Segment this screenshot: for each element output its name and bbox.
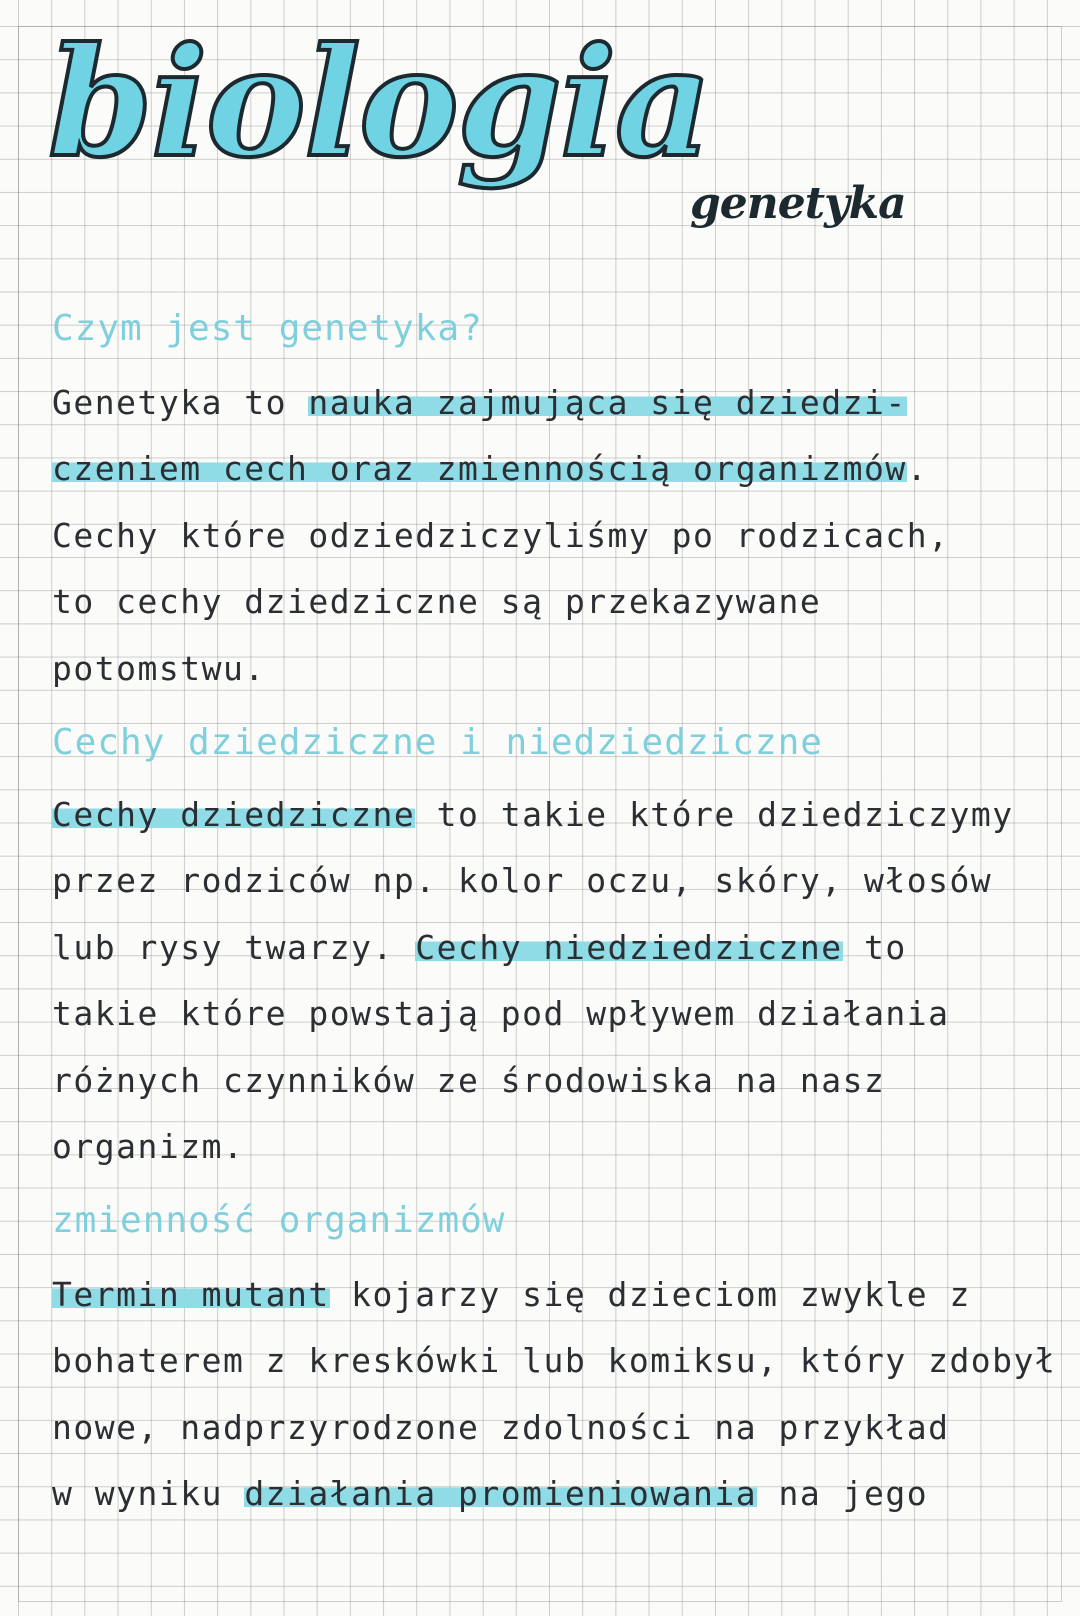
text-span: w wyniku bbox=[52, 1474, 245, 1514]
text-span: przez rodziców np. kolor oczu, skóry, włosów bbox=[52, 861, 993, 901]
highlighted-text: Cechy dziedziczne bbox=[52, 795, 416, 834]
text-span: potomstwu. bbox=[52, 648, 266, 688]
text-line bbox=[52, 981, 1042, 1047]
text-span: bohaterem z kreskówki lub komiksu, który zdobył bbox=[52, 1341, 1057, 1381]
text-line bbox=[52, 636, 1042, 702]
section-heading-hereditary-traits: Cechy dziedziczne i niedziedziczne bbox=[52, 722, 823, 763]
section-heading-genetics: Czym jest genetyka? bbox=[52, 308, 483, 349]
text-line bbox=[52, 503, 1042, 569]
text-span: to takie które dziedziczymy bbox=[415, 795, 1014, 834]
section-body-hereditary-traits bbox=[52, 782, 1042, 1180]
page-subtitle: genetyka bbox=[690, 178, 906, 229]
text-line bbox=[52, 370, 1042, 436]
text-span: różnych czynników ze środowiska na nasz bbox=[52, 1060, 886, 1100]
text-line bbox=[52, 1395, 1042, 1461]
text-span: organizm. bbox=[52, 1126, 245, 1166]
highlighted-text: Cechy niedziedziczne bbox=[415, 927, 843, 967]
text-line bbox=[52, 1114, 1042, 1180]
highlighted-text: nauka zajmująca się dziedzi- bbox=[308, 383, 907, 422]
text-span: nowe, nadprzyrodzone zdolności na przykład bbox=[52, 1407, 950, 1447]
text-line bbox=[52, 1048, 1042, 1114]
text-line bbox=[52, 436, 1042, 502]
text-line bbox=[52, 915, 1042, 981]
page-title: biologia bbox=[48, 15, 711, 191]
text-span: na jego bbox=[757, 1474, 929, 1514]
text-line bbox=[52, 782, 1042, 848]
section-body-genetics bbox=[52, 370, 1042, 702]
text-line bbox=[52, 1262, 1042, 1328]
text-span: . bbox=[906, 449, 929, 489]
text-span: to cechy dziedziczne są przekazywane bbox=[52, 582, 822, 622]
text-line bbox=[52, 848, 1042, 914]
text-span: to bbox=[842, 927, 907, 967]
text-span: kojarzy się dzieciom zwykle z bbox=[329, 1275, 971, 1314]
text-span: Cechy które odziedziczyliśmy po rodzicach, bbox=[52, 515, 950, 555]
text-span: Genetyka to bbox=[52, 383, 309, 422]
text-line bbox=[52, 1328, 1057, 1394]
highlighted-text: czeniem cech oraz zmiennością organizmów bbox=[52, 449, 907, 489]
text-span: lub rysy twarzy. bbox=[52, 927, 416, 967]
highlighted-text: działania promieniowania bbox=[244, 1474, 758, 1514]
section-body-variability bbox=[52, 1262, 1057, 1528]
highlighted-text: Termin mutant bbox=[52, 1275, 330, 1314]
text-span: takie które powstają pod wpływem działania bbox=[52, 994, 950, 1034]
text-line bbox=[52, 1461, 1042, 1527]
section-heading-variability: zmienność organizmów bbox=[52, 1200, 506, 1241]
text-line bbox=[52, 569, 1042, 635]
